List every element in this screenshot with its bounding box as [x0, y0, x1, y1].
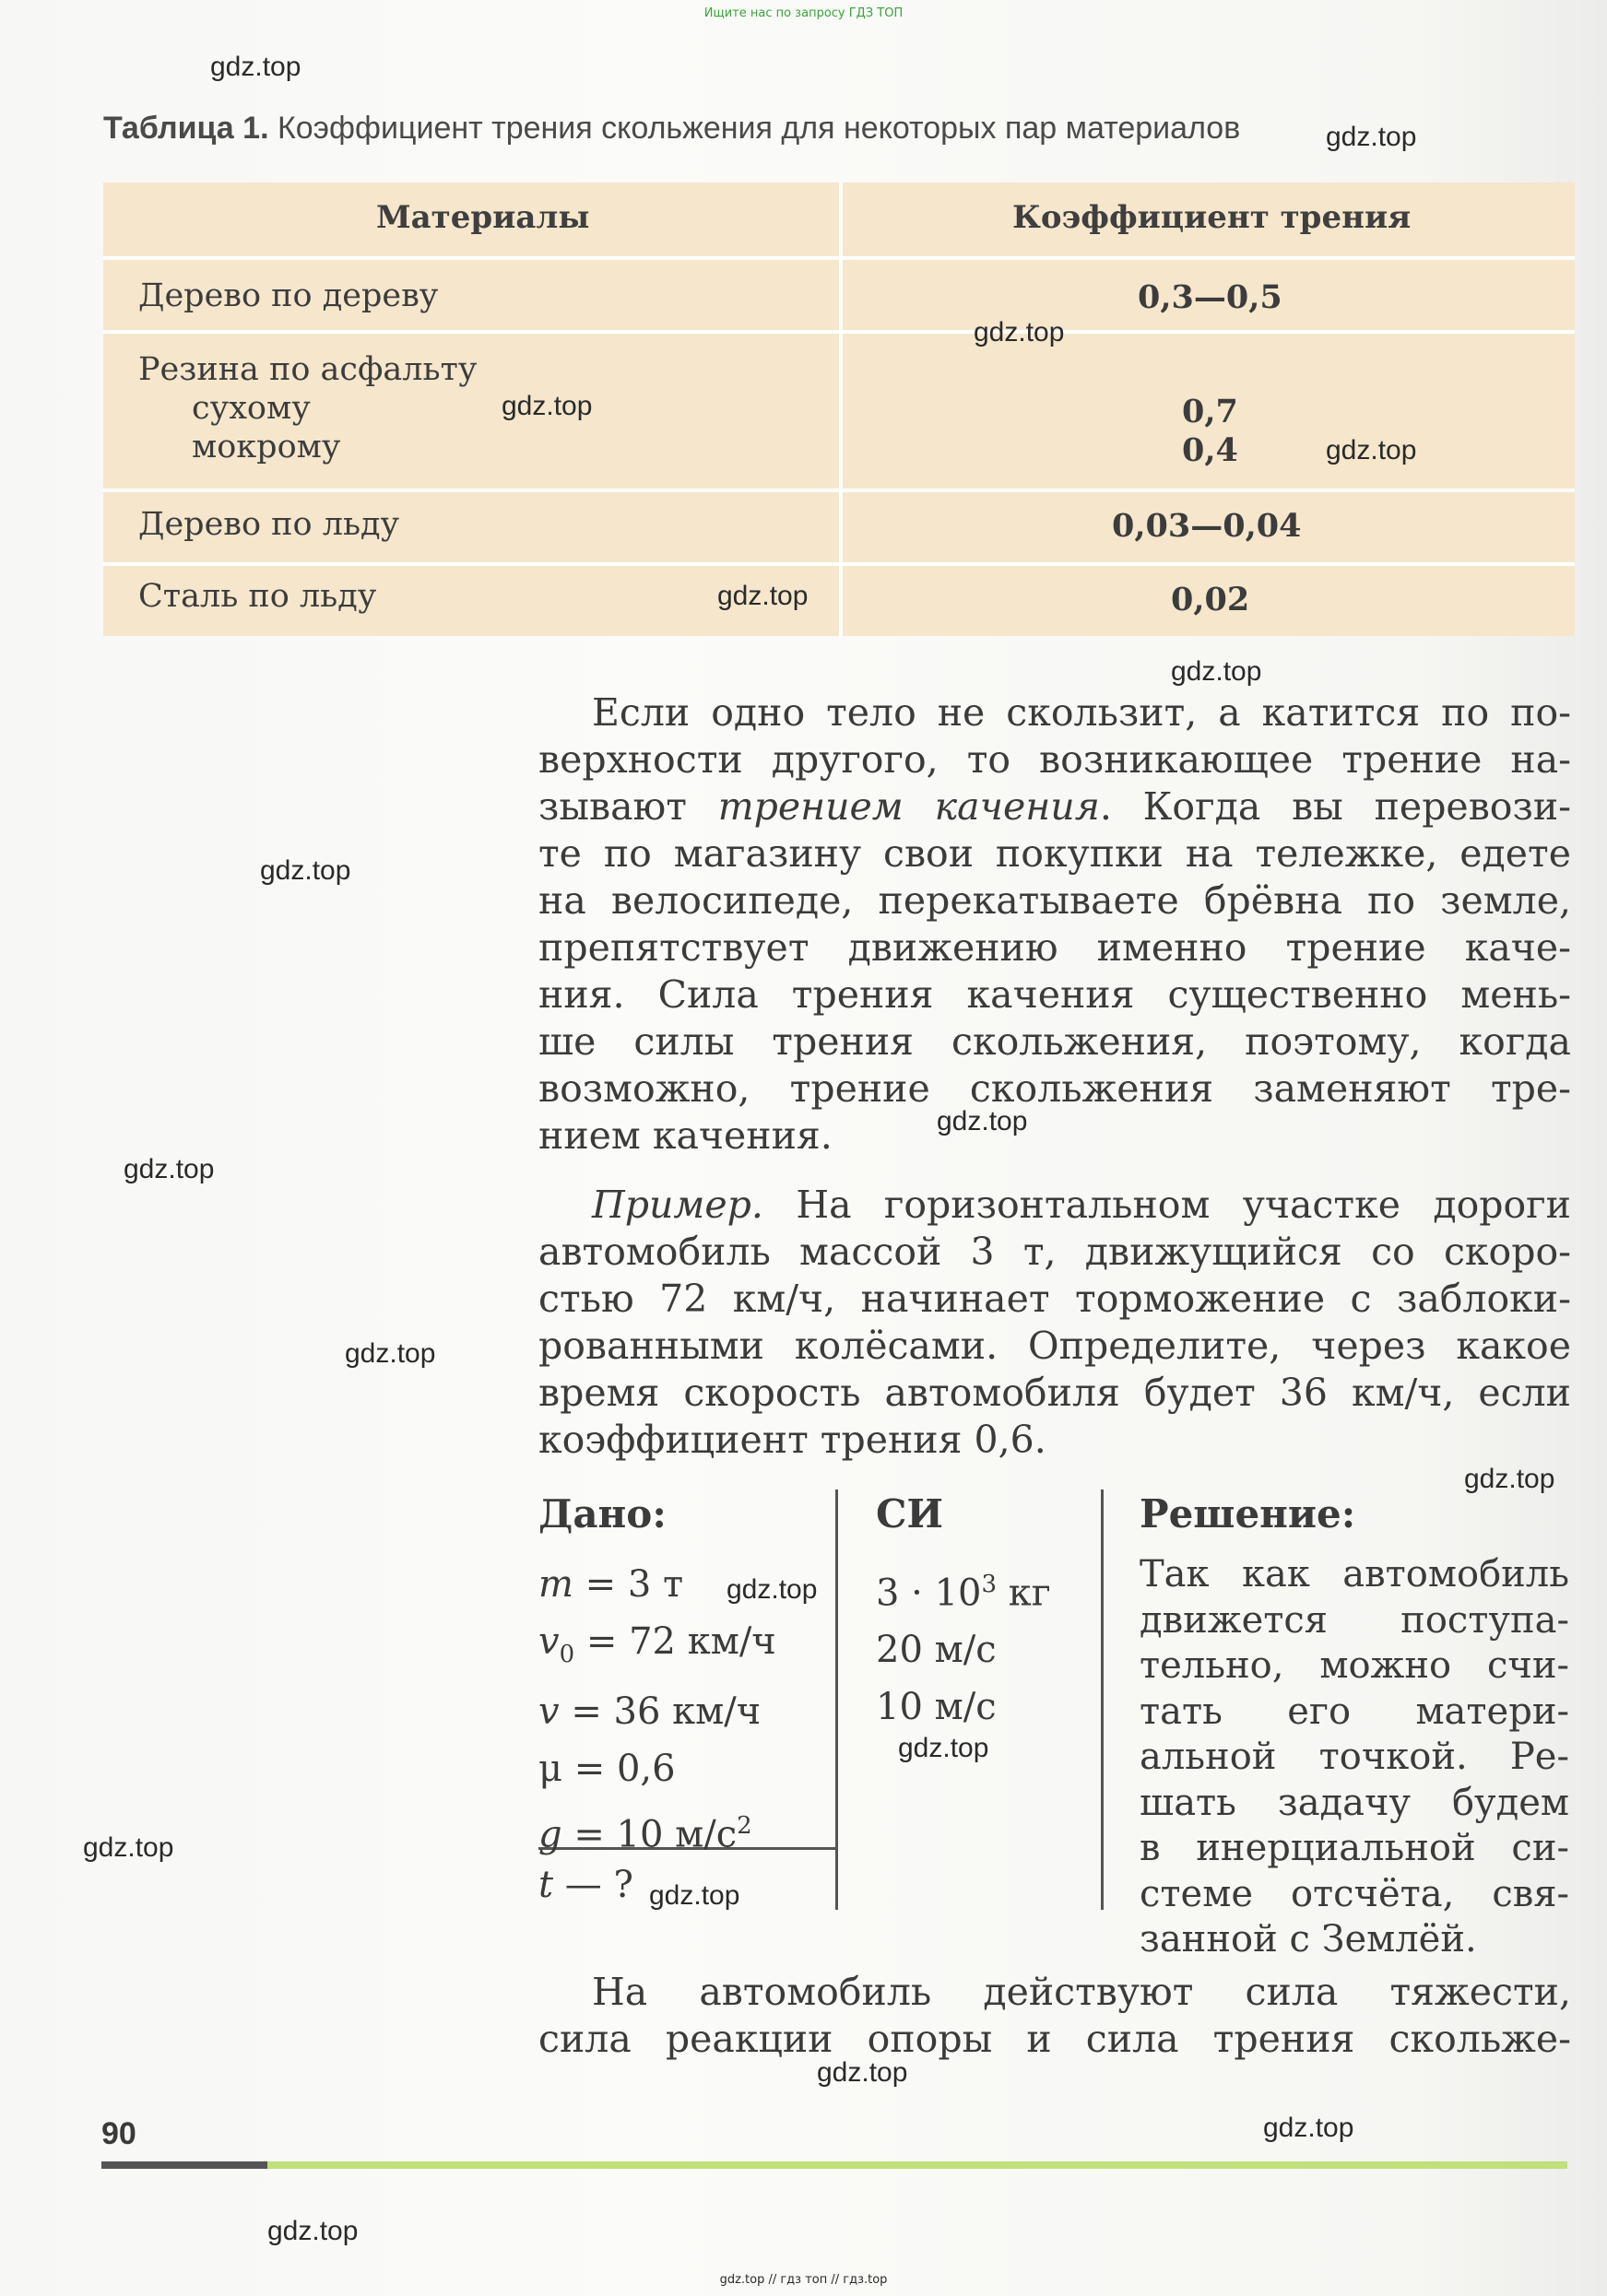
caption-text: Коэффициент трения скольжения для некоторых пар материалов	[277, 111, 1241, 146]
si-item: 20 м/с	[876, 1629, 997, 1672]
text-line: ше силы трения скольжения, поэтому, когда	[538, 1019, 1571, 1064]
row-material: Резина по асфальту	[138, 351, 478, 388]
watermark: gdz.top	[267, 2216, 359, 2246]
text-line: препятствует движению именно трение каче-	[538, 925, 1571, 970]
watermark: gdz.top	[1263, 2113, 1354, 2143]
header-coefficient: Коэффициент трения	[1012, 199, 1412, 236]
text-line: стью 72 км/ч, начинает торможение с заблоки-	[538, 1277, 1571, 1321]
friction-table	[103, 183, 1575, 636]
top-banner: Ищите нас по запросу ГДЗ ТОП	[703, 6, 904, 20]
text-line: рованными колёсами. Определите, через какое	[538, 1324, 1571, 1368]
text-line: На автомобиль действуют сила тяжести,	[592, 1970, 1571, 2014]
watermark: gdz.top	[717, 581, 809, 611]
text-line: тельно, можно счи-	[1140, 1644, 1569, 1687]
si-item: 10 м/с	[876, 1686, 997, 1729]
page-number: 90	[101, 2116, 136, 2151]
watermark: gdz.top	[345, 1338, 436, 1369]
given-item: $v_0 = 72$ км/ч	[538, 1620, 776, 1668]
text-line: шать задачу будем	[1140, 1781, 1569, 1824]
given-title: Дано:	[538, 1491, 667, 1537]
watermark: gdz.top	[937, 1106, 1028, 1136]
text-line: Так как автомобиль	[1140, 1553, 1569, 1595]
column-line	[1101, 1489, 1104, 1910]
row-value: 0,03—0,04	[1112, 507, 1302, 545]
table-row-divider	[103, 489, 1575, 492]
text-line: в инерциальной си-	[1140, 1827, 1569, 1869]
watermark: gdz.top	[1326, 122, 1417, 152]
text-line: верхности другого, то возникающее трение на-	[538, 737, 1571, 782]
given-item: μ = 0,6	[538, 1748, 676, 1790]
text-line: стеме отсчёта, свя-	[1140, 1872, 1569, 1915]
row-value: 0,4	[1182, 431, 1238, 469]
paragraph-forces	[538, 1969, 1571, 2063]
text-line: на велосипеде, перекатываете брёвна по земле,	[538, 878, 1571, 923]
paragraph-example	[538, 1182, 1571, 1464]
table-row-divider	[103, 256, 1575, 260]
watermark: gdz.top	[727, 1574, 818, 1605]
text-line: время скорость автомобиля будет 36 км/ч, если	[538, 1371, 1571, 1415]
row-value: 0,02	[1171, 581, 1250, 618]
watermark: gdz.top	[898, 1733, 989, 1763]
watermark: gdz.top	[817, 2057, 908, 2088]
text-line: альной точкой. Ре-	[1140, 1736, 1569, 1778]
text-line: движется поступа-	[1140, 1598, 1569, 1642]
si-item: $3 \cdot 10^3$ кг	[876, 1571, 1051, 1615]
row-value: 0,7	[1182, 393, 1238, 430]
watermark: gdz.top	[1326, 435, 1417, 465]
text-line: ния. Сила трения качения существенно мень-	[538, 972, 1571, 1017]
given-item: m = 3 т	[538, 1563, 684, 1606]
term-rolling-friction: трением качения	[717, 784, 1100, 829]
solution-title: Решение:	[1140, 1491, 1356, 1537]
bottom-banner: gdz.top // гдз топ // гдз.top	[719, 2273, 888, 2287]
watermark: gdz.top	[124, 1154, 215, 1184]
text-line: автомобиль массой 3 т, движущийся со скоро-	[538, 1230, 1571, 1274]
table-caption	[103, 111, 1329, 157]
row-material: Сталь по льду	[138, 578, 377, 615]
watermark: gdz.top	[974, 317, 1065, 347]
text-line: сила реакции опоры и сила трения скольже-	[538, 2017, 1571, 2061]
footer-bar-dark	[101, 2161, 267, 2169]
caption-label: Таблица 1.	[103, 111, 269, 146]
text-fragment: На горизонтальном участке дороги	[762, 1183, 1571, 1227]
row-material: Дерево по льду	[138, 506, 400, 543]
text-line: занной с Землёй.	[1140, 1918, 1477, 1960]
paragraph-rolling-friction	[538, 689, 1571, 1160]
text-line	[538, 783, 1571, 830]
solution-text	[1140, 1552, 1569, 1963]
example-label: Пример.	[592, 1183, 763, 1227]
row-submaterial: мокрому	[192, 429, 341, 465]
text-fragment: . Когда вы перевози-	[1099, 784, 1572, 829]
text-line: нием качения.	[538, 1113, 833, 1158]
text-line: коэффициент трения 0,6.	[538, 1418, 1046, 1462]
find-value: t — ?	[538, 1864, 633, 1906]
si-title: СИ	[876, 1491, 944, 1537]
text-line: тать его матери-	[1140, 1690, 1569, 1733]
row-value: 0,3—0,5	[1138, 278, 1282, 316]
footer-bar	[267, 2161, 1567, 2169]
table-column-divider	[839, 183, 843, 636]
text-line: те по магазину свои покупки на тележке, едете	[538, 831, 1571, 876]
table-row-divider	[103, 330, 1575, 334]
header-materials: Материалы	[376, 199, 590, 236]
given-item: v = 36 км/ч	[538, 1690, 762, 1733]
text-line	[538, 1182, 1571, 1229]
watermark: gdz.top	[649, 1880, 740, 1911]
text-line: Если одно тело не скользит, а катится по по-	[592, 690, 1571, 735]
given-item: g = 10 $м/с^2$	[538, 1812, 752, 1856]
watermark: gdz.top	[260, 855, 351, 886]
watermark: gdz.top	[210, 52, 301, 82]
watermark: gdz.top	[502, 391, 593, 421]
text-fragment: зывают	[538, 784, 718, 829]
text-line: возможно, трение скольжения заменяют тре-	[538, 1066, 1571, 1111]
watermark: gdz.top	[1171, 656, 1262, 687]
si-list	[876, 1556, 1051, 1736]
watermark: gdz.top	[83, 1832, 174, 1863]
row-submaterial: сухому	[192, 390, 311, 427]
row-material: Дерево по дереву	[138, 277, 439, 314]
table-row-divider	[103, 562, 1575, 566]
watermark: gdz.top	[1464, 1464, 1555, 1494]
